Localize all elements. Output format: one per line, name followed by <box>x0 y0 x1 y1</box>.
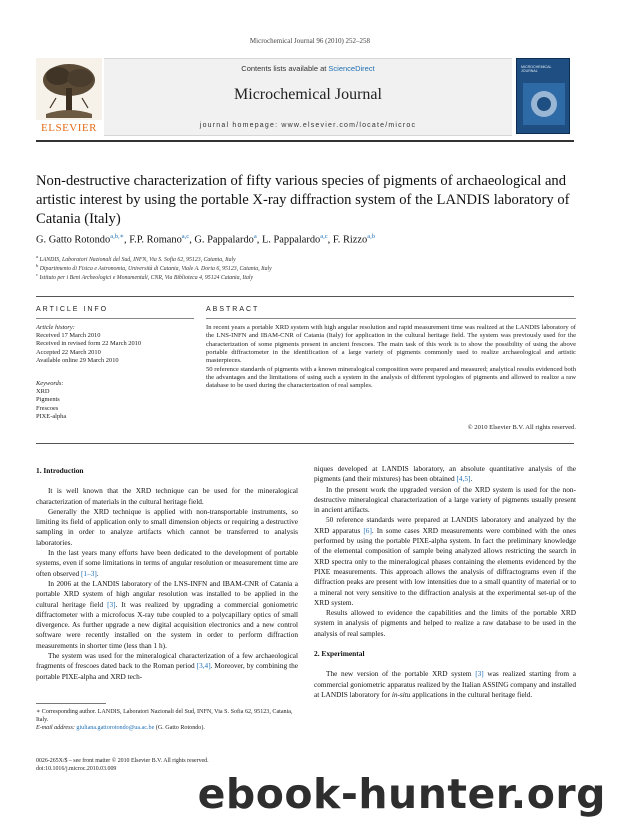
author-list: G. Gatto Rotondo$^{a,b,∗}$, F.P. Romano$^{a,c}$, G. Pappalardo$^a$, L. Pappalardo$^{a,c}$, F. Rizzo$^{a,b}$ <box>36 233 375 246</box>
body-paragraph: The new version of the portable XRD system [3] was realized starting from a commercial goniometric apparatus realized by the Italian ASSING company and installed at LANDIS laboratory for in-situ applications in the cultural heritage field. <box>314 669 576 699</box>
cover-artwork-icon <box>523 83 565 125</box>
article-title: Non-destructive characterization of fifty various species of pigments of archaeological and artistic interest by using the portable X-ray diffraction system of the LANDIS laboratory of Catania (Italy) <box>36 173 570 227</box>
body-paragraph: It is well known that the XRD technique can be used for the mineralogical characterization of materials in the cultural heritage field. <box>36 486 298 506</box>
citation-link[interactable]: [1–3] <box>80 568 97 578</box>
history-label: Article history: <box>36 324 75 331</box>
body-paragraph: In the last years many efforts have been dedicated to the development of portable systems, even if some limitations in terms of angular resolution or measurement time are often observed [1–3]. <box>36 548 298 578</box>
body-paragraph: In 2006 at the LANDIS laboratory of the LNS-INFN and IBAM-CNR of Catania a portable XRD system of high angular resolution was installed to be applied in the cultural heritage field [3]. It was realized by upgrading a commercial goniometric diffractometer with a microfocus X-ray tube coupled to a polycapillary optics of small divergence. As further upgrade a new digital acquisition electronics and a new control software were recently installed on the system in order to perform diffraction measurements in shorter time (less than 1 h). <box>36 578 298 650</box>
article-info-heading: ARTICLE INFO <box>36 306 109 313</box>
citation-link[interactable]: [3,4] <box>196 661 211 671</box>
footnote-rule <box>36 703 106 704</box>
author-name: L. Pappalardo <box>261 234 321 246</box>
keyword: XRD <box>36 388 50 396</box>
history-item: Available online 29 March 2010 <box>36 356 119 364</box>
doi-link[interactable]: doi:10.1016/j.microc.2010.03.009 <box>36 766 117 772</box>
issn-line: 0026-265X/$ – see front matter © 2010 Elsevier B.V. All rights reserved. <box>36 758 209 764</box>
body-paragraph: The system was used for the mineralogical characterization of a few archaeological fragments of frescoes dated back to the Roman period [3,4]. Moreover, by combining the portable PIXE-alpha and XRD tech- <box>36 651 298 681</box>
body-paragraph: In the present work the upgraded version of the XRD system is used for the non-destructive mineralogical characterization of a large variety of pigments usually present in ancient artifacts. <box>314 484 576 515</box>
section-rule <box>36 296 574 297</box>
email-link[interactable]: giuliana.gattorotondo@ua.ac.be <box>76 725 155 731</box>
body-right-column <box>314 464 576 700</box>
abstract-paragraph: 50 reference standards of pigments with a known mineralogical composition were prepared and measured; analytical results evidenced both the advantages and the limitations of using such a system in the analysis of different typologies of pigments and allowed to realize a raw database to be used during the characterization of real samples. <box>206 365 576 390</box>
affiliation: $^c$ Istituto per i Beni Archeologici e Monumentali, CNR, Via Biblioteca 4, 95124 Catania, Italy <box>36 272 254 281</box>
contents-available-line <box>104 64 512 73</box>
journal-name: Microchemical Journal <box>234 86 382 103</box>
copyright-line: © 2010 Elsevier B.V. All rights reserved. <box>467 424 576 431</box>
cover-title: MICROCHEMICAL JOURNAL <box>521 65 552 74</box>
history-item: Received in revised form 22 March 2010 <box>36 340 142 348</box>
keyword: Frescoes <box>36 404 59 412</box>
author-name: G. Pappalardo <box>194 234 254 246</box>
affiliation: $^b$ Dipartimento di Fisica e Astronomia, Università di Catania, Viale A. Doria 6, 95123, Catania, Italy <box>36 263 272 272</box>
author-affiliation-marker[interactable]: a,b,∗ <box>110 233 124 240</box>
author-affiliation-marker[interactable]: a <box>253 233 257 240</box>
keyword: Pigments <box>36 396 60 404</box>
journal-cover-thumbnail <box>516 58 570 134</box>
sciencedirect-link[interactable]: ScienceDirect <box>328 64 375 73</box>
abstract-text <box>206 324 576 391</box>
author-name: F.P. Romano <box>129 234 182 246</box>
affiliation: $^a$ LANDIS, Laboratori Nazionali del Sud, INFN, Via S. Sofia 62, 95123, Catania, Italy <box>36 254 236 263</box>
footnote-text: ∗ Corresponding author. LANDIS, Laboratori Nazionali del Sud, INFN, Via S. Sofia 62, 95123, Catania, Italy. <box>36 709 293 723</box>
watermark-text: ebook-hunter.org <box>197 770 606 818</box>
keywords-label: Keywords: <box>36 380 64 387</box>
journal-reference: Microchemical Journal 96 (2010) 252–258 <box>249 37 371 45</box>
body-paragraph: Results allowed to evidence the capabilities and the limits of the portable XRD system in analysis of pigments and helped to realize a raw database to be used in the analysis of real samples. <box>314 608 576 638</box>
article-info-rule <box>36 318 194 319</box>
citation-link[interactable]: [6] <box>363 525 372 535</box>
abstract-heading: ABSTRACT <box>206 306 260 313</box>
citation-link[interactable]: [3] <box>107 599 116 609</box>
section-title: 2. Experimental <box>314 649 365 659</box>
history-item: Received 17 March 2010 <box>36 332 101 340</box>
contents-prefix: Contents lists available at <box>241 64 329 73</box>
author-name: F. Rizzo <box>332 234 368 246</box>
body-rule <box>36 443 574 444</box>
body-paragraph: niques developed at LANDIS laboratory, an absolute quantitative analysis of the pigments (and their mixtures) has been obtained [4,5]. <box>314 464 576 484</box>
journal-homepage-link[interactable]: journal homepage: www.elsevier.com/locate/microc <box>199 122 417 129</box>
history-item: Accepted 22 March 2010 <box>36 348 101 356</box>
elsevier-wordmark: ELSEVIER <box>41 122 97 134</box>
author-affiliation-marker[interactable]: a,b <box>367 233 375 240</box>
citation-link[interactable]: [4,5] <box>456 474 471 484</box>
corresponding-author-footnote: ∗ Corresponding author. LANDIS, Laboratori Nazionali del Sud, INFN, Via S. Sofia 62, 95123, Catania, Italy. E-mail address: giuliana.gattorotondo@ua.ac.be (G. Gatto Rotondo). <box>36 708 298 732</box>
keywords <box>36 380 196 421</box>
abstract-paragraph: In recent years a portable XRD system with high angular resolution and rapid measurement time was realized at the LANDIS laboratory of the LNS-INFN and IBAM-CNR of Catania (Italy) for application in the cultural heritage field. The system was previously used for the characterization of some pigments present in ancient frescoes. The main task of this work is to show the possibility of using the above portable diffractometer in the identification of a large variety of pigments commonly used to realize archaeological and artistic masterpieces. <box>206 324 576 365</box>
header-rule <box>36 140 574 142</box>
article-history <box>36 324 196 365</box>
body-paragraph: Generally the XRD technique is applied with non-transportable instruments, so limiting its field of application only to small dimension objects or requiring a destructive sampling in order to analyze artifacts which cannot be transferred to analysis laboratories. <box>36 506 298 547</box>
email-label: E-mail address: <box>36 725 75 731</box>
body-paragraph: 50 reference standards were prepared at LANDIS laboratory and analyzed by the XRD apparatus [6]. In some cases XRD measurements were combined with the ones performed by using the portable PIXE-alpha system. In fact the preliminary knowledge of the elemental composition of sample being analyzed allows restricting the search in XRD spectra only to the mineralogical phases containing the elements evidenced by the PIXE measurements. This approach allows the analysis of diffractograms even if the diffraction peaks are present with low intensities due to a small quantity of material or to a mineral not very sensitive to the diffraction analysis at the experimental set-up of the XRD system. <box>314 515 576 607</box>
section-title: 1. Introduction <box>36 466 84 475</box>
keyword: PIXE-alpha <box>36 412 67 420</box>
author-name: G. Gatto Rotondo <box>36 234 111 246</box>
citation-link[interactable]: [3] <box>475 669 484 679</box>
abstract-rule <box>206 318 576 319</box>
author-affiliation-marker[interactable]: a,c <box>181 233 190 240</box>
author-affiliation-marker[interactable]: a,c <box>320 233 328 240</box>
body-left-column <box>36 466 298 682</box>
